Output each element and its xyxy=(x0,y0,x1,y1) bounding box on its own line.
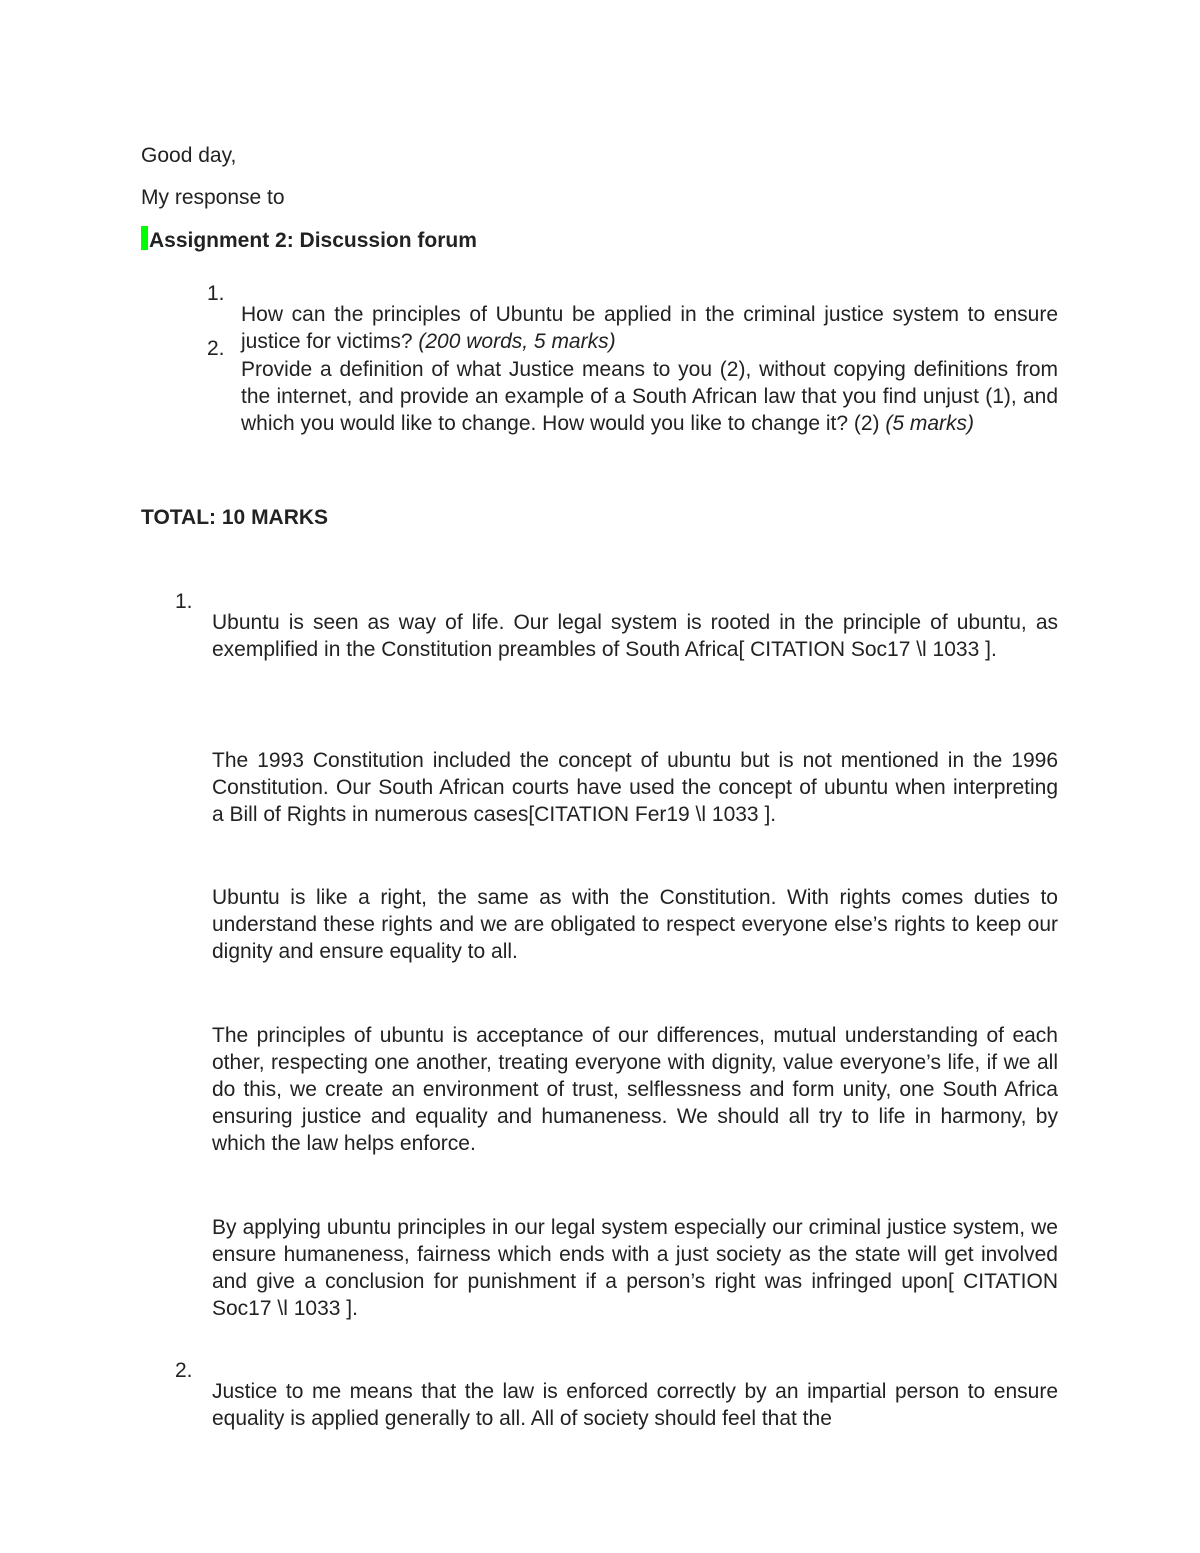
total-marks: TOTAL: 10 MARKS xyxy=(141,506,329,529)
answer-1-paragraph-2: The 1993 Constitution included the concept of ubuntu but is not mentioned in the 1996 Constitution. Our South African courts have used the concept of ubuntu when interpreting a Bill of Rights in numerous cases[CITATION Fer19 \l 1033 ]. xyxy=(212,749,1058,826)
answer-1-number: 1. xyxy=(175,590,193,613)
intro-line: My response to xyxy=(141,186,285,209)
question-2-body: Provide a definition of what Justice means to you (2), without copying definitions from the internet, and provide an example of a South African law that you find unjust (1), and which you would like to change. How would you like to change it? (2) xyxy=(241,358,1058,435)
question-1-body: How can the principles of Ubuntu be applied in the criminal justice system to ensure justice for victims? xyxy=(241,303,1058,353)
answer-1-paragraph-4: The principles of ubuntu is acceptance of our differences, mutual understanding of each other, respecting one another, treating everyone with dignity, value everyone’s life, if we all do this, we create an environment of trust, selflessness and form unity, one South Africa ensuring justice and equality and humaneness. We should all try to life in harmony, by which the law helps enforce. xyxy=(212,1024,1058,1155)
question-2-text xyxy=(241,356,1058,437)
greeting: Good day, xyxy=(141,144,237,167)
answer-1-paragraph-3: Ubuntu is like a right, the same as with the Constitution. With rights comes duties to understand these rights and we are obligated to respect everyone else’s rights to keep our dignity and ensure equality to all. xyxy=(212,886,1058,963)
question-2-note: (5 marks) xyxy=(885,412,975,435)
assignment-title: Assignment 2: Discussion forum xyxy=(149,229,477,252)
question-2-number: 2. xyxy=(207,337,225,360)
question-1-note: (200 words, 5 marks) xyxy=(418,330,616,353)
question-1-number: 1. xyxy=(207,282,225,305)
highlight-marker xyxy=(141,226,148,250)
answer-2-number: 2. xyxy=(175,1359,193,1382)
answer-2-paragraph: Justice to me means that the law is enforced correctly by an impartial person to ensure equality is applied generally to all. All of society should feel that the xyxy=(212,1380,1058,1430)
assignment-heading xyxy=(141,226,477,254)
answer-1-paragraph-1: Ubuntu is seen as way of life. Our legal system is rooted in the principle of ubuntu, as exemplified in the Constitution preambles of South Africa[ CITATION Soc17 \l 1033 ]. xyxy=(212,611,1058,661)
question-1-text xyxy=(241,301,1058,355)
answer-1-paragraph-5: By applying ubuntu principles in our legal system especially our criminal justice system, we ensure humaneness, fairness which ends with a just society as the state will get involved and give a conclusion for punishment if a person’s right was infringed upon[ CITATION Soc17 \l 1033 ]. xyxy=(212,1216,1058,1320)
